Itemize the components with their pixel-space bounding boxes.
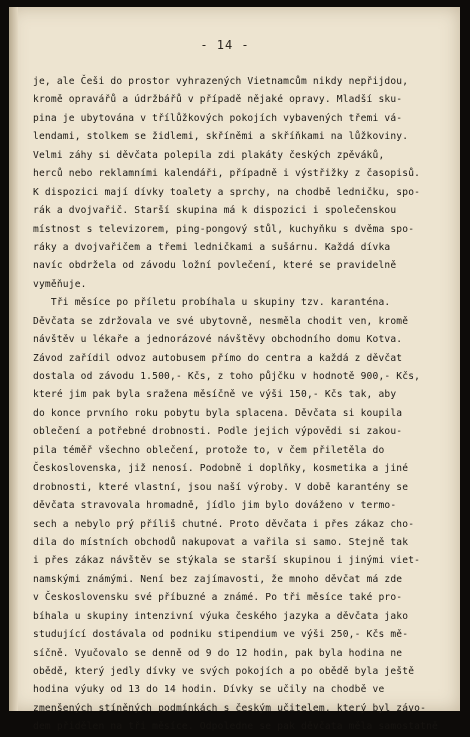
text-line: studující dostávala od podniku stipendium ve výši 250,- Kčs mě- (33, 629, 409, 641)
text-line: Děvčata se zdržovala ve své ubytovně, nesměla chodit ven, kromě (33, 315, 409, 327)
text-line: dem přidělen na tři měsíce. Odpoledne se pak děvčata měla samostatně (33, 721, 439, 733)
text-line: sech a nebylo prý příliš chutné. Proto děvčata i přes zákaz cho- (33, 518, 415, 530)
text-line: rák a dvojvařič. Starší skupina má k dispozici i společenskou (33, 205, 397, 217)
text-line: navíc obdržela od závodu ložní povlečení, které se pravidelně (33, 260, 397, 272)
text-line: zmenšených stíněných podmínkách s českým učitelem, který byl závo- (33, 702, 427, 714)
text-line: dila do místních obchodů nakupovat a vařila si samo. Stejně tak (33, 536, 409, 548)
text-line: Československa, již nenosí. Podobně i doplňky, kosmetika a jiné (33, 463, 409, 475)
text-line: namskými známými. Není bez zajímavosti, že mnoho děvčat má zde (33, 573, 403, 585)
text-line: Velmi záhy si děvčata polepila zdi plakáty českých zpěváků, (33, 149, 385, 161)
document-body (33, 73, 443, 737)
text-line: dostala od závodu 1.500,- Kčs, z toho půjčku v hodnotě 900,- Kčs, (33, 371, 421, 382)
text-line: bíhala u skupiny intenzivní výuka českého jazyka a děvčata jako (33, 610, 409, 622)
text-line: lendami, stolkem se židlemi, skříněmi a skříňkami na lůžkoviny. (33, 131, 409, 143)
text-line: které jim pak byla sražena měsíčně ve výši 150,- Kčs tak, aby (33, 389, 397, 401)
text-line: oblečení a potřebné drobnosti. Podle jejich výpovědi si zakou- (33, 426, 403, 438)
text-line: návštěv u lékaře a jednorázové návštěvy obchodního domu Kotva. (33, 334, 403, 346)
text-line: v Československu své příbuzné a známé. Po tři měsíce také pro- (33, 592, 403, 604)
text-line: obědě, který jedly dívky ve svých pokojích a po obědě byla ještě (33, 666, 415, 677)
text-line: do konce prvního roku pobytu byla splacena. Děvčata si koupila (33, 407, 403, 419)
text-line: vyměňuje. (33, 278, 87, 290)
text-line: Závod zařídil odvoz autobusem přímo do centra a každá z děvčat (33, 352, 403, 364)
text-line: je, ale Češi do prostor vyhrazených Vietnamcům nikdy nepřijdou, (33, 76, 409, 87)
text-line: pina je ubytována v třílůžkových pokojích vybavených třemi vá- (33, 112, 403, 124)
text-line: hodina výuky od 13 do 14 hodin. Dívky se učily na chodbě ve (33, 684, 385, 696)
text-line: herců nebo reklamními kalendáři, případně i výstřižky z časopisů. (33, 168, 421, 180)
text-line: ráky a dvojvařičem a třemi ledničkami a sušárnu. Každá dívka (33, 241, 391, 253)
page-number: - 14 - (200, 38, 250, 52)
text-line: drobnosti, které vlastní, jsou naší výroby. V době karantény se (33, 481, 409, 493)
text-line: kromě opravářů a údržbářů v případě nějaké opravy. Mladší sku- (33, 94, 403, 106)
text-line: i přes zákaz návštěv se stýkala se starší skupinou i jinými viet- (33, 555, 421, 567)
text-line: Tři měsíce po příletu probíhala u skupiny tzv. karanténa. (33, 297, 391, 309)
page-binding-edge (9, 7, 18, 711)
text-line: děvčata stravovala hromadně, jídlo jim bylo dováženo v termo- (33, 500, 397, 512)
text-line: K dispozici mají dívky toalety a sprchy, na chodbě ledničku, spo- (33, 186, 421, 198)
text-line: místnost s televizorem, ping-pongový stůl, kuchyňku s dvěma spo- (33, 223, 415, 235)
text-line: pila téměř všechno oblečení, protože to, v čem přiletěla do (33, 444, 385, 456)
text-line: síčně. Vyučovalo se denně od 9 do 12 hodin, pak byla hodina ne (33, 647, 403, 659)
